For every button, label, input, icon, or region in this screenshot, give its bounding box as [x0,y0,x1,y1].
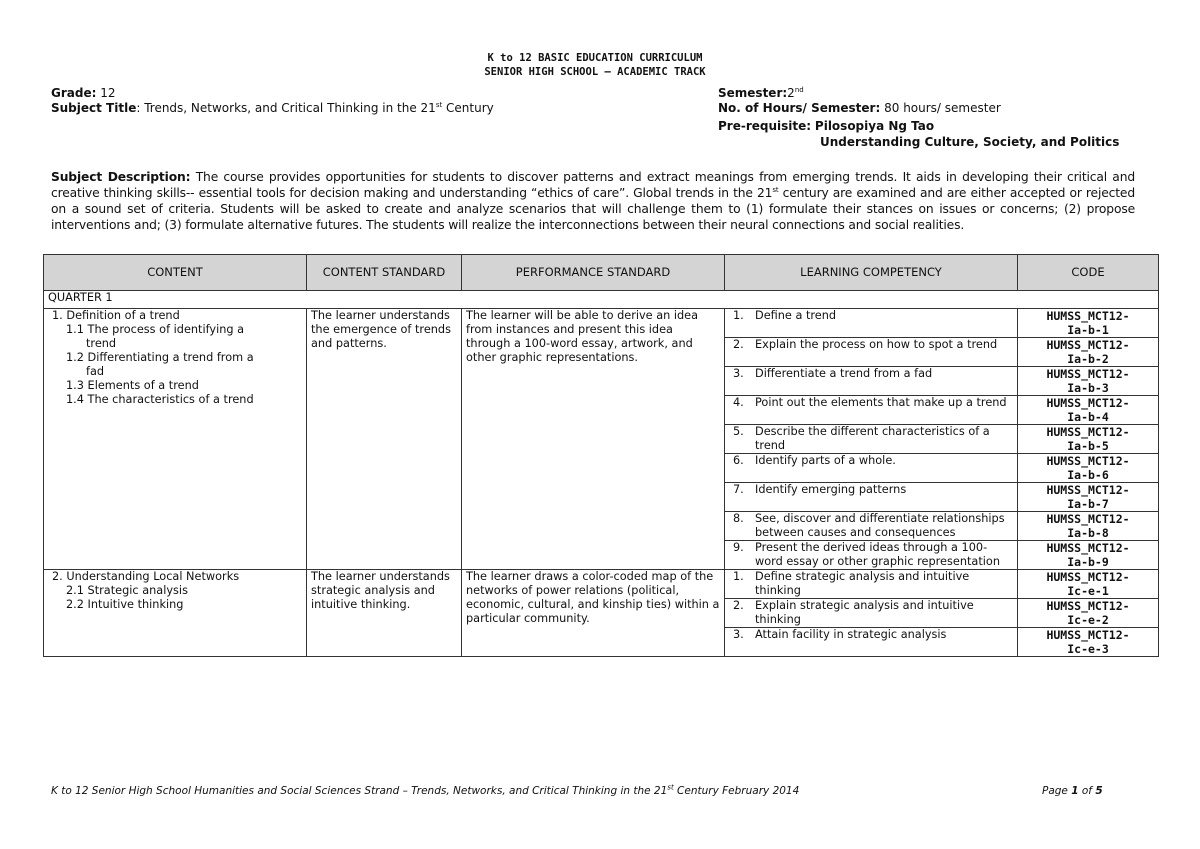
code-line1: HUMSS_MCT12- [1046,396,1130,410]
competency-num: 7. [733,483,744,496]
prereq-label: Pre-requisite: [718,119,812,133]
code-cell [1018,628,1159,657]
code-cell [1018,512,1159,541]
competency-text: Differentiate a trend from a fad [755,367,933,380]
competency-text: Identify emerging patterns [755,483,907,496]
code-line2: Ia-b-7 [1067,497,1109,511]
header-learning-competency: LEARNING COMPETENCY [725,255,1018,291]
subject-label: Subject Title [51,101,137,115]
code-cell [1018,599,1159,628]
competency-num: 4. [733,396,744,409]
prereq-line [718,119,934,134]
code-line2: Ic-e-2 [1067,613,1109,627]
subject-sup: st [435,101,443,109]
semester-value: 2 [787,86,795,100]
section2-item: 2.2 Intuitive thinking [66,598,184,611]
table-header-row [44,255,1159,291]
code-line1: HUMSS_MCT12- [1046,454,1130,468]
semester-label: Semester: [718,86,788,100]
prereq-line-2 [820,135,1119,150]
page-current: 1 [1071,785,1079,797]
table-row [44,570,1159,599]
code-cell [1018,454,1159,483]
competency-num: 3. [733,628,744,641]
page-number [1042,785,1103,797]
section1-content [44,309,307,570]
competency-text: Identify parts of a whole. [755,454,896,467]
description-sup: st [772,185,779,194]
competency-text: Point out the elements that make up a trend [755,396,1007,409]
quarter-row [44,291,1159,309]
semester-line [718,86,804,101]
footer-text-end: Century February 2014 [673,785,800,797]
quarter-label: QUARTER 1 [44,291,1159,309]
grade-line [51,86,116,101]
code-cell [1018,309,1159,338]
header-content: CONTENT [44,255,307,291]
competency-cell [725,541,1018,570]
grade-label: Grade: [51,86,97,100]
code-line2: Ia-b-6 [1067,468,1109,482]
code-line2: Ia-b-9 [1067,555,1109,569]
competency-num: 2. [733,599,744,612]
competency-cell [725,309,1018,338]
section1-item: 1.1 The process of identifying a [66,323,245,336]
header-performance-standard: PERFORMANCE STANDARD [462,255,725,291]
section1-item: 1.2 Differentiating a trend from a [66,351,254,364]
code-cell [1018,425,1159,454]
code-cell [1018,483,1159,512]
competency-num: 1. [733,570,744,583]
curriculum-title: K to 12 BASIC EDUCATION CURRICULUM [487,52,703,64]
section2-content [44,570,307,657]
section1-item: fad [86,365,105,378]
code-line1: HUMSS_MCT12- [1046,599,1130,613]
section1-content-standard: The learner understands the emergence of trends and patterns. [307,309,462,570]
code-line2: Ic-e-3 [1067,642,1109,656]
code-line2: Ia-b-1 [1067,323,1109,337]
code-line1: HUMSS_MCT12- [1046,367,1130,381]
competency-num: 2. [733,338,744,351]
subject-line [51,101,494,116]
code-cell [1018,396,1159,425]
code-line1: HUMSS_MCT12- [1046,309,1130,323]
code-line1: HUMSS_MCT12- [1046,541,1130,555]
section2-item: 2.1 Strategic analysis [66,584,188,597]
section1-item: 1.3 Elements of a trend [66,379,199,392]
section1-content-title: 1. Definition of a trend [52,309,180,322]
competency-text: Explain strategic analysis and intuitive thinking [755,599,974,626]
competency-cell [725,338,1018,367]
section1-item: trend [86,337,117,350]
code-line2: Ia-b-5 [1067,439,1109,453]
code-line2: Ia-b-4 [1067,410,1109,424]
code-line2: Ia-b-3 [1067,381,1109,395]
description-label: Subject Description: [51,170,191,184]
code-line1: HUMSS_MCT12- [1046,628,1130,642]
subject-value-end: Century [442,101,494,115]
subject-value: : Trends, Networks, and Critical Thinking in the 21 [136,101,436,115]
section2-content-title: 2. Understanding Local Networks [52,570,240,583]
competency-text: Define strategic analysis and intuitive thinking [755,570,970,597]
code-line1: HUMSS_MCT12- [1046,483,1130,497]
code-line2: Ic-e-1 [1067,584,1109,598]
header-content-standard: CONTENT STANDARD [307,255,462,291]
code-cell [1018,367,1159,396]
competency-cell [725,628,1018,657]
code-line1: HUMSS_MCT12- [1046,512,1130,526]
code-line1: HUMSS_MCT12- [1046,338,1130,352]
code-cell [1018,570,1159,599]
footer-sup: st [667,783,674,792]
hours-line [718,101,1001,116]
description-text-end: century are examined and are either accepted or rejected on a sound set of criteria. Students will be asked to create and analyze scenarios that will challenge them to (1) formulate their stances on issues or concerns; (2) propose interventions and; (3) formulate alternative futures. The students will realize the interconnections between their neural connections and social realities. [51,186,1136,232]
competency-text: Attain facility in strategic analysis [755,628,947,641]
code-cell [1018,541,1159,570]
section1-item: 1.4 The characteristics of a trend [66,393,254,406]
competency-cell [725,454,1018,483]
code-cell [1018,338,1159,367]
competency-cell [725,483,1018,512]
curriculum-table [43,254,1159,657]
competency-cell [725,599,1018,628]
competency-text: See, discover and differentiate relationships between causes and consequences [755,512,1005,539]
subject-description [51,169,1135,233]
competency-text: Describe the different characteristics of a trend [755,425,990,452]
page-prefix: Page [1042,785,1072,797]
competency-text: Explain the process on how to spot a trend [755,338,998,351]
competency-text: Present the derived ideas through a 100-word essay or other graphic representation [755,541,1000,568]
competency-num: 1. [733,309,744,322]
competency-cell [725,396,1018,425]
code-line2: Ia-b-2 [1067,352,1109,366]
competency-num: 8. [733,512,744,525]
competency-cell [725,425,1018,454]
track-title: SENIOR HIGH SCHOOL – ACADEMIC TRACK [484,66,706,78]
page-of: of [1078,785,1096,797]
footer-text [51,785,799,797]
grade-value: 12 [100,86,116,100]
code-line1: HUMSS_MCT12- [1046,425,1130,439]
footer-text-main: K to 12 Senior High School Humanities and Social Sciences Strand – Trends, Networks, and Critical Thinking in the 21 [51,785,668,797]
hours-label: No. of Hours/ Semester: [718,101,881,115]
competency-num: 6. [733,454,744,467]
competency-cell [725,512,1018,541]
competency-cell [725,570,1018,599]
page-total: 5 [1095,785,1103,797]
competency-num: 5. [733,425,744,438]
competency-cell [725,367,1018,396]
competency-num: 9. [733,541,744,554]
prereq-value-2: Understanding Culture, Society, and Politics [820,135,1120,149]
competency-num: 3. [733,367,744,380]
header-code: CODE [1018,255,1159,291]
semester-sup: nd [794,86,804,94]
prereq-value-1: Pilosopiya Ng Tao [814,119,935,133]
code-line1: HUMSS_MCT12- [1046,570,1130,584]
description-text: The course provides opportunities for students to discover patterns and extract meanings from emerging trends. It aids in developing their critical and creative thinking skills-- essential tools for decision making and understanding “ethics of care”. Global trends in the 21 [51,170,1135,200]
section2-performance-standard: The learner draws a color-coded map of the networks of power relations (political, economic, cultural, and kinship ties) within a particular community. [462,570,725,657]
section1-performance-standard: The learner will be able to derive an idea from instances and present this idea through a 100-word essay, artwork, and other graphic representations. [462,309,725,570]
code-line2: Ia-b-8 [1067,526,1109,540]
competency-text: Define a trend [755,309,837,322]
table-row [44,309,1159,338]
hours-value: 80 hours/ semester [884,101,1001,115]
section2-content-standard: The learner understands strategic analysis and intuitive thinking. [307,570,462,657]
